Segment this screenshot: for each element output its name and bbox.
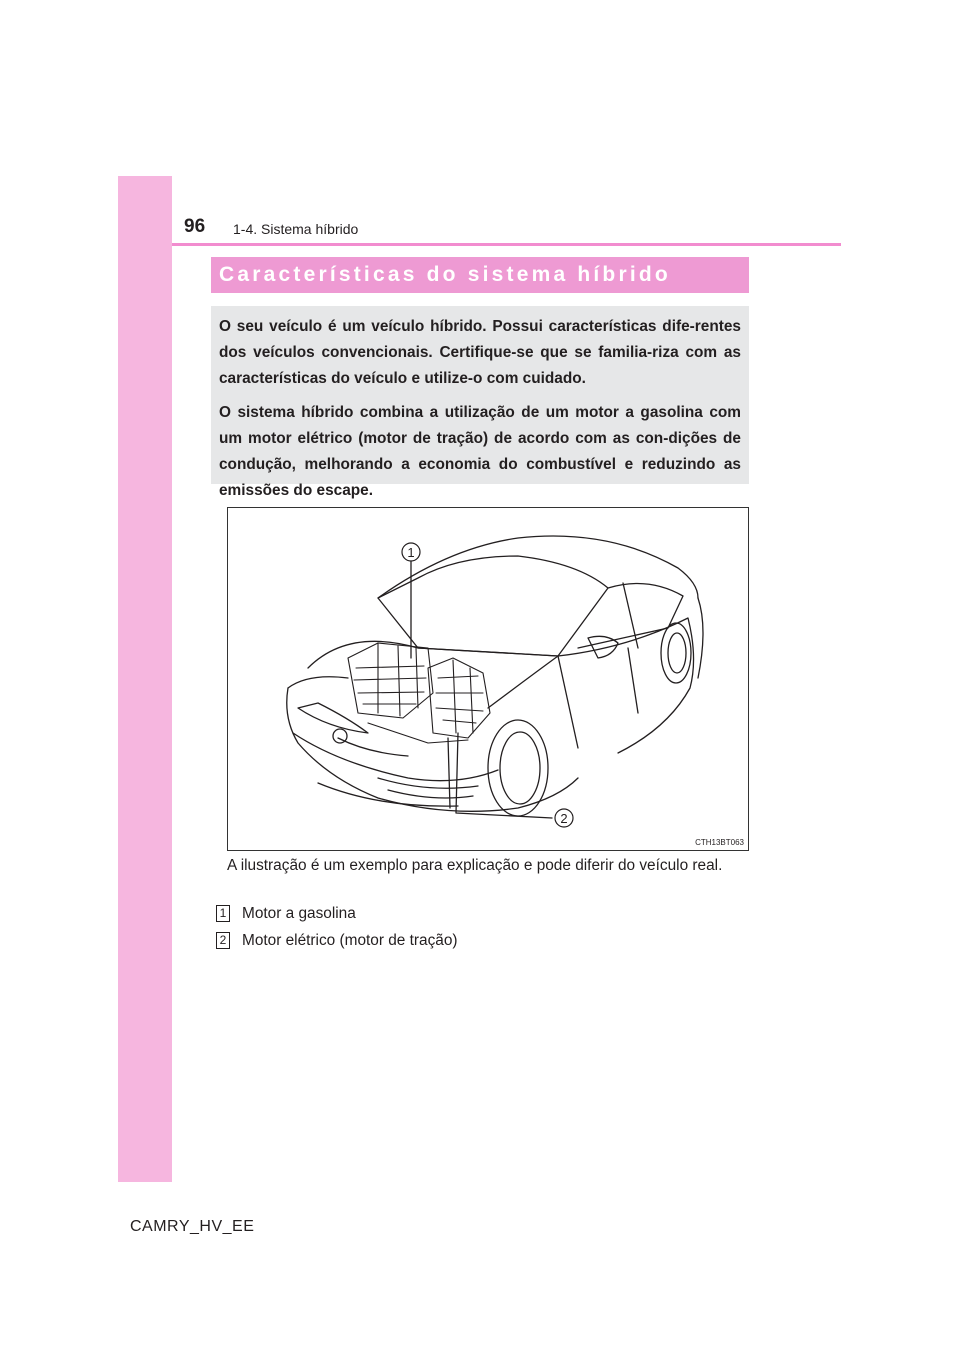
figure-code: CTH13BT063 [695,838,744,847]
callout-1 [402,543,420,561]
page-title: Características do sistema híbrido [211,257,749,293]
legend-number-2: 2 [216,932,230,949]
callout-1-label: 1 [407,545,415,560]
legend-label-1: Motor a gasolina [242,905,356,922]
section-label: 1-4. Sistema híbrido [233,221,359,237]
header-divider [172,243,841,246]
callout-2 [555,809,573,827]
side-tab-bar [118,176,172,1182]
intro-paragraph-2: O sistema híbrido combina a utilização de um motor a gasolina com um motor elétrico (motor de tração) de acordo com as con-dições de condução, melhorando a economia do combustível e reduzindo as emissões do escape. [219,404,741,499]
figure-caption: A ilustração é um exemplo para explicação e pode diferir do veículo real. [227,857,723,874]
legend-label-2: Motor elétrico (motor de tração) [242,932,458,949]
intro-paragraph-1: O seu veículo é um veículo híbrido. Possui características dife-rentes dos veículos convencionais. Certifique-se que se familia-riza com as características do veículo e utilize-o com cuidado. [219,318,741,387]
legend-number-1: 1 [216,905,230,922]
intro-box [211,306,749,499]
callout-2-label: 2 [560,811,568,826]
page-number: 96 [184,216,206,237]
hybrid-car-illustration [227,507,749,851]
footer-code: CAMRY_HV_EE [130,1218,255,1235]
car-drawing [228,508,748,850]
